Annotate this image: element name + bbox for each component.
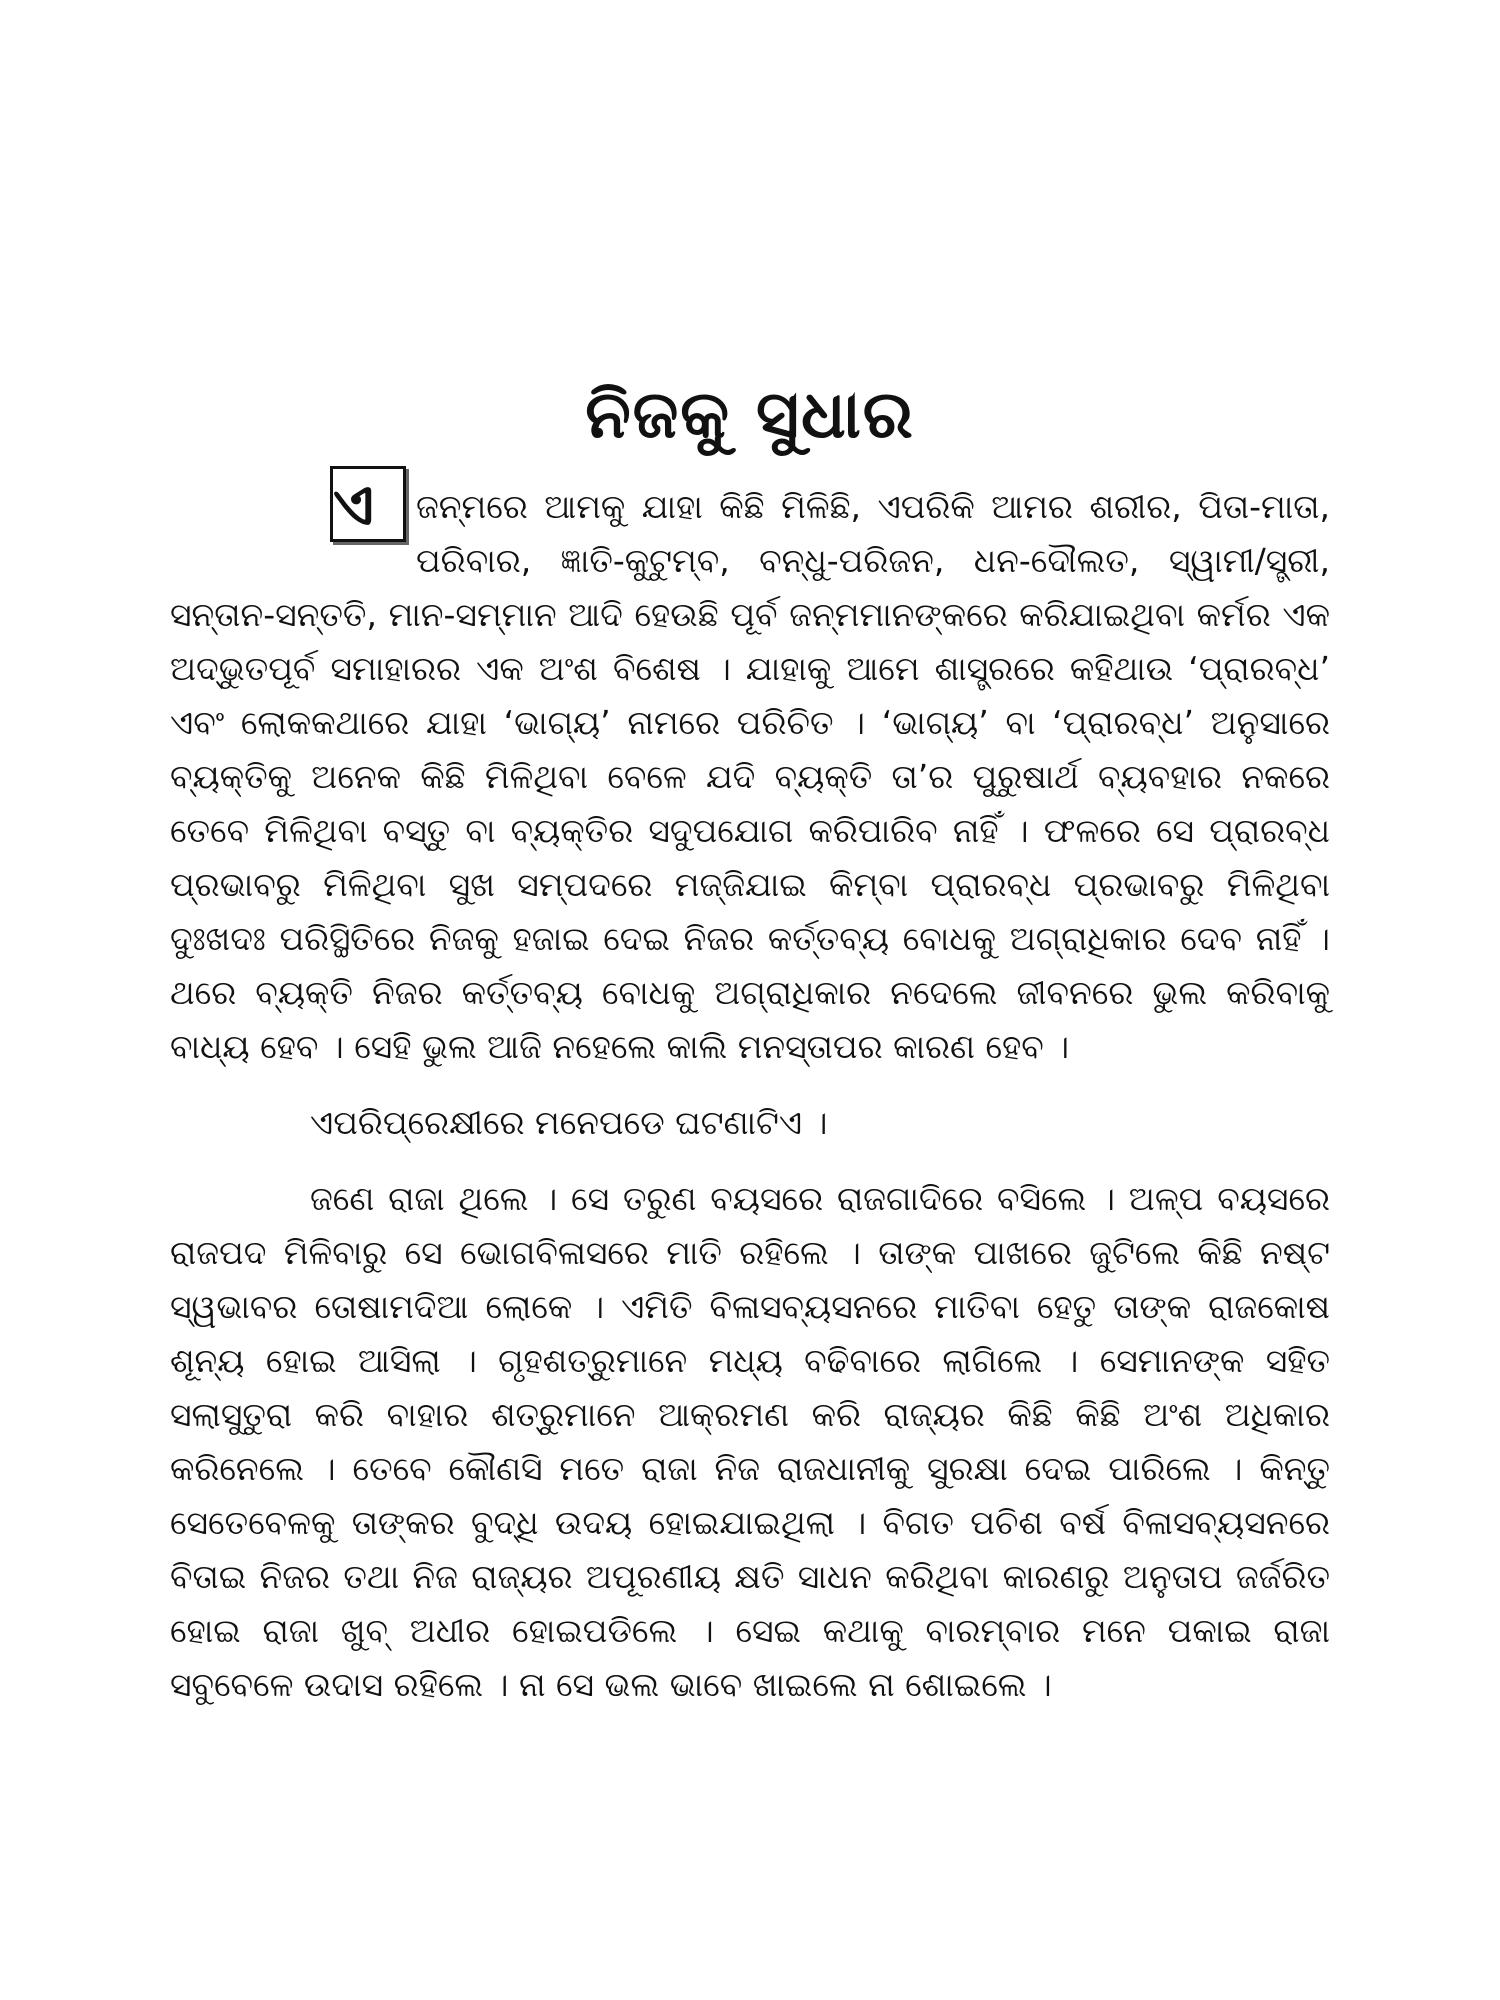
paragraph-1 (170, 470, 1330, 1074)
paragraph-3: ଜଣେ ରାଜା ଥିଲେ । ସେ ତରୁଣ ବୟସରେ ରାଜଗାଦିରେ ବସିଲେ । ଅଳ୍ପ ବୟସରେ ରାଜପଦ ମିଳିବାରୁ ସେ ଭୋଗବିଳାସରେ ମାତି ରହିଲେ । ତାଙ୍କ ପାଖରେ ଜୁଟିଲେ କିଛି ନଷ୍ଟ ସ୍ୱଭାବର ତୋଷାମଦିଆ ଲୋକେ । ଏମିତି ବିଳାସବ୍ୟସନରେ ମାତିବା ହେତୁ ତାଙ୍କ ରାଜକୋଷ ଶୂନ୍ୟ ହୋଇ ଆସିଲା । ଗୃହଶତ୍ରୁମାନେ ମଧ୍ୟ ବଢିବାରେ ଲାଗିଲେ । ସେମାନଙ୍କ ସହିତ ସଲାସୁତୁରା କରି ବାହାର ଶତ୍ରୁମାନେ ଆକ୍ରମଣ କରି ରାଜ୍ୟର କିଛି କିଛି ଅଂଶ ଅଧିକାର କରିନେଲେ । ତେବେ କୌଣସି ମତେ ରାଜା ନିଜ ରାଜଧାନୀକୁ ସୁରକ୍ଷା ଦେଇ ପାରିଲେ । କିନ୍ତୁ ସେତେବେଳକୁ ତାଙ୍କର ବୁଦ୍ଧି ଉଦୟ ହୋଇଯାଇଥିଲା । ବିଗତ ପଚିଶ ବର୍ଷ ବିଳାସବ୍ୟସନରେ ବିତାଇ ନିଜର ତଥା ନିଜ ରାଜ୍ୟର ଅପୂରଣୀୟ କ୍ଷତି ସାଧନ କରିଥିବା କାରଣରୁ ଅନୁତାପ ଜର୍ଜରିତ ହୋଇ ରାଜା ଖୁବ୍ ଅଧୀର ହୋଇପଡିଲେ । ସେଇ କଥାକୁ ବାରମ୍ବାର ମନେ ପକାଇ ରାଜା ସବୁବେଳେ ଉଦାସ ରହିଲେ । ନା ସେ ଭଲ ଭାବେ ଖାଇଲେ ନା ଶୋଇଲେ । (170, 1179, 1330, 1704)
drop-cap: ଏ (330, 466, 406, 542)
page-title: ନିଜକୁ ସୁଧାର (585, 376, 915, 454)
paragraph-1-text: ଜନ୍ମରେ ଆମକୁ ଯାହା କିଛି ମିଳିଛି, ଏପରିକି ଆମର ଶରୀର, ପିତା-ମାତା, ପରିବାର, ଜ୍ଞାତି-କୁଟୁମ୍ବ, ବନ୍ଧୁ-ପରିଜନ, ଧନ-ଦୌଲତ, ସ୍ୱାମୀ/ସ୍ତ୍ରୀ, ସନ୍ତାନ-ସନ୍ତତି, ମାନ-ସମ୍ମାନ ଆଦି ହେଉଛି ପୂର୍ବ ଜନ୍ମମାନଙ୍କରେ କରିଯାଇଥିବା କର୍ମର ଏକ ଅଦ୍ଭୁତପୂର୍ବ ସମାହାରର ଏକ ଅଂଶ ବିଶେଷ । ଯାହାକୁ ଆମେ ଶାସ୍ତ୍ରରେ କହିଥାଉ ‘ପ୍ରାରବ୍ଧ’ ଏବଂ ଲୋକକଥାରେ ଯାହା ‘ଭାଗ୍ୟ’ ନାମରେ ପରିଚିତ । ‘ଭାଗ୍ୟ’ ବା ‘ପ୍ରାରବ୍ଧ’ ଅନୁସାରେ ବ୍ୟକ୍ତିକୁ ଅନେକ କିଛି ମିଳିଥିବା ବେଳେ ଯଦି ବ୍ୟକ୍ତି ତା’ର ପୁରୁଷାର୍ଥ ବ୍ୟବହାର ନକରେ ତେବେ ମିଳିଥିବା ବସ୍ତୁ ବା ବ୍ୟକ୍ତିର ସଦୁପଯୋଗ କରିପାରିବ ନାହିଁ । ଫଳରେ ସେ ପ୍ରାରବ୍ଧ ପ୍ରଭାବରୁ ମିଳିଥିବା ସୁଖ ସମ୍ପଦରେ ମଜ୍ଜିଯାଇ କିମ୍ବା ପ୍ରାରବ୍ଧ ପ୍ରଭାବରୁ ମିଳିଥିବା ଦୁଃଖଦଃ ପରିସ୍ଥିତିରେ ନିଜକୁ ହଜାଇ ଦେଇ ନିଜର କର୍ତ୍ତବ୍ୟ ବୋଧକୁ ଅଗ୍ରାଧିକାର ଦେବ ନାହିଁ । ଥରେ ବ୍ୟକ୍ତି ନିଜର କର୍ତ୍ତବ୍ୟ ବୋଧକୁ ଅଗ୍ରାଧିକାର ନଦେଲେ ଜୀବନରେ ଭୁଲ କରିବାକୁ ବାଧ୍ୟ ହେବ । ସେହି ଭୁଲ ଆଜି ନହେଲେ କାଲି ମନସ୍ତାପର କାରଣ ହେବ । (170, 487, 1330, 1066)
paragraph-2: ଏପରିପ୍ରେକ୍ଷୀରେ ମନେପଡେ ଘଟଣାଟିଏ । (310, 1103, 828, 1142)
body-text (170, 470, 1330, 1712)
